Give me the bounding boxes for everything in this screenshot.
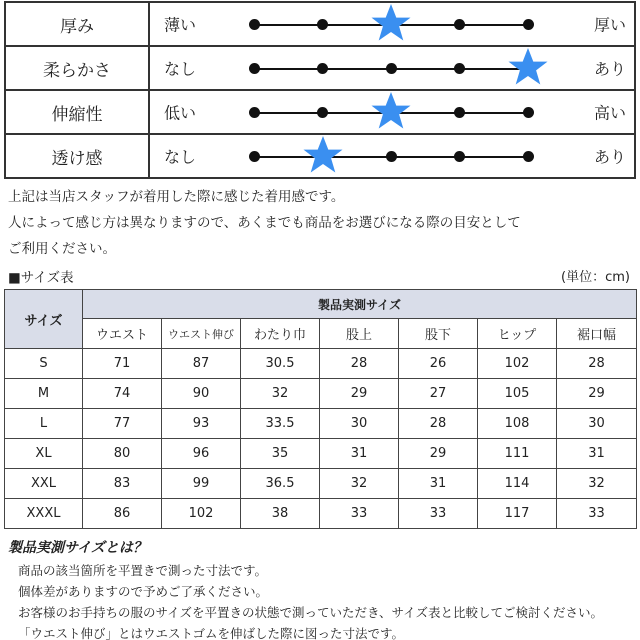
- scale-low-label: なし: [164, 59, 197, 79]
- measurement-cell: 28: [557, 349, 637, 379]
- measurement-cell: 105: [478, 379, 557, 409]
- measurement-cell: 31: [320, 439, 399, 469]
- measurement-cell: 87: [162, 349, 241, 379]
- scale-high-label: 厚い: [593, 15, 626, 35]
- measurement-cell: 99: [162, 469, 241, 499]
- measurement-cell: 26: [399, 349, 478, 379]
- measurement-cell: 114: [478, 469, 557, 499]
- measurement-cell: 80: [83, 439, 162, 469]
- size-table-title: ■サイズ表: [8, 270, 74, 286]
- column-header: ウエスト: [83, 319, 162, 349]
- measurement-cell: 33: [399, 499, 478, 529]
- measurement-cell: 33.5: [241, 409, 320, 439]
- scale-point: [523, 151, 534, 162]
- feel-label: 透け感: [5, 134, 149, 178]
- measurement-cell: 32: [320, 469, 399, 499]
- scale-point: [454, 107, 465, 118]
- table-row: [5, 409, 637, 439]
- footer-line-2: 個体差がありますので予めご了承ください。: [18, 584, 269, 599]
- measurement-cell: 74: [83, 379, 162, 409]
- scale-high-label: あり: [593, 59, 626, 79]
- unit-label: (単位：cm): [561, 270, 630, 285]
- column-header: 股下: [399, 319, 478, 349]
- footer-line-3: お客様のお手持ちの服のサイズを平置きの状態で測っていただき、サイズ表と比較してご検討ください。: [18, 605, 604, 620]
- column-header: わたり巾: [241, 319, 320, 349]
- measurement-cell: 117: [478, 499, 557, 529]
- scale-point: [249, 107, 260, 118]
- feel-row: [5, 2, 635, 46]
- table-row: [5, 349, 637, 379]
- scale-point: [317, 19, 328, 30]
- wearing-feel-table: [4, 1, 636, 179]
- scale-point: [454, 19, 465, 30]
- table-row: [5, 469, 637, 499]
- scale-point: [386, 63, 397, 74]
- scale-high-label: あり: [593, 147, 626, 167]
- measurement-cell: 111: [478, 439, 557, 469]
- scale-point: [454, 151, 465, 162]
- feel-scale: [149, 46, 635, 90]
- feel-row: [5, 90, 635, 134]
- measurement-cell: 28: [399, 409, 478, 439]
- measurement-cell: 38: [241, 499, 320, 529]
- scale-point: [249, 19, 260, 30]
- measurement-cell: 29: [399, 439, 478, 469]
- scale-point: [454, 63, 465, 74]
- measurement-cell: 31: [399, 469, 478, 499]
- scale-point: [317, 107, 328, 118]
- measurement-cell: 77: [83, 409, 162, 439]
- scale-point: [523, 107, 534, 118]
- feel-scale: [149, 2, 635, 46]
- footer-line-4: 「ウエスト伸び」とはウエストゴムを伸ばした際に図った寸法です。: [18, 626, 405, 640]
- measurement-cell: 32: [557, 469, 637, 499]
- note-line-1: 上記は当店スタッフが着用した際に感じた着用感です。: [8, 189, 345, 205]
- size-column-header: サイズ: [5, 290, 83, 349]
- measurement-cell: 29: [320, 379, 399, 409]
- scale-point: [249, 151, 260, 162]
- feel-label: 厚み: [5, 2, 149, 46]
- footer-line-1: 商品の該当箇所を平置きで測った寸法です。: [18, 563, 268, 578]
- measurement-cell: 30: [320, 409, 399, 439]
- measurement-cell: 93: [162, 409, 241, 439]
- footer-title: 製品実測サイズとは？: [8, 540, 147, 556]
- column-header: 股上: [320, 319, 399, 349]
- feel-label: 伸縮性: [5, 90, 149, 134]
- measurement-cell: 27: [399, 379, 478, 409]
- measurement-cell: 83: [83, 469, 162, 499]
- measurement-cell: 102: [162, 499, 241, 529]
- scale-point: [523, 19, 534, 30]
- measurement-cell: 90: [162, 379, 241, 409]
- feel-scale: [149, 134, 635, 178]
- table-row: [5, 379, 637, 409]
- measurement-cell: 86: [83, 499, 162, 529]
- measurement-cell: 32: [241, 379, 320, 409]
- column-header: 裾口幅: [557, 319, 637, 349]
- size-label: XXL: [5, 469, 83, 499]
- column-header: ヒップ: [478, 319, 557, 349]
- table-row: [5, 499, 637, 529]
- measurement-cell: 31: [557, 439, 637, 469]
- measurement-cell: 108: [478, 409, 557, 439]
- measurement-cell: 30: [557, 409, 637, 439]
- measurement-cell: 102: [478, 349, 557, 379]
- scale-point: [317, 63, 328, 74]
- scale-point: [386, 151, 397, 162]
- feel-label: 柔らかさ: [5, 46, 149, 90]
- measurement-group-header: 製品実測サイズ: [83, 290, 637, 319]
- note-line-2: 人によって感じ方は異なりますので、あくまでも商品をお選びになる際の目安として: [8, 215, 521, 231]
- measurement-cell: 33: [557, 499, 637, 529]
- star-icon: [371, 3, 411, 43]
- size-label: L: [5, 409, 83, 439]
- star-icon: [303, 135, 343, 175]
- measurement-cell: 36.5: [241, 469, 320, 499]
- star-icon: [371, 91, 411, 131]
- measurement-cell: 30.5: [241, 349, 320, 379]
- measurement-cell: 71: [83, 349, 162, 379]
- size-label: XXXL: [5, 499, 83, 529]
- feel-row: [5, 46, 635, 90]
- table-row: [5, 439, 637, 469]
- size-label: XL: [5, 439, 83, 469]
- scale-low-label: なし: [164, 147, 197, 167]
- measurement-cell: 35: [241, 439, 320, 469]
- measurement-cell: 33: [320, 499, 399, 529]
- note-line-3: ご利用ください。: [8, 241, 116, 257]
- size-table: [4, 289, 637, 529]
- column-header: ウエスト伸び: [162, 319, 241, 349]
- star-icon: [508, 47, 548, 87]
- feel-scale: [149, 90, 635, 134]
- measurement-cell: 29: [557, 379, 637, 409]
- size-label: S: [5, 349, 83, 379]
- feel-row: [5, 134, 635, 178]
- scale-low-label: 低い: [164, 103, 197, 123]
- measurement-cell: 28: [320, 349, 399, 379]
- measurement-cell: 96: [162, 439, 241, 469]
- scale-point: [249, 63, 260, 74]
- scale-low-label: 薄い: [164, 15, 197, 35]
- scale-high-label: 高い: [593, 103, 626, 123]
- size-label: M: [5, 379, 83, 409]
